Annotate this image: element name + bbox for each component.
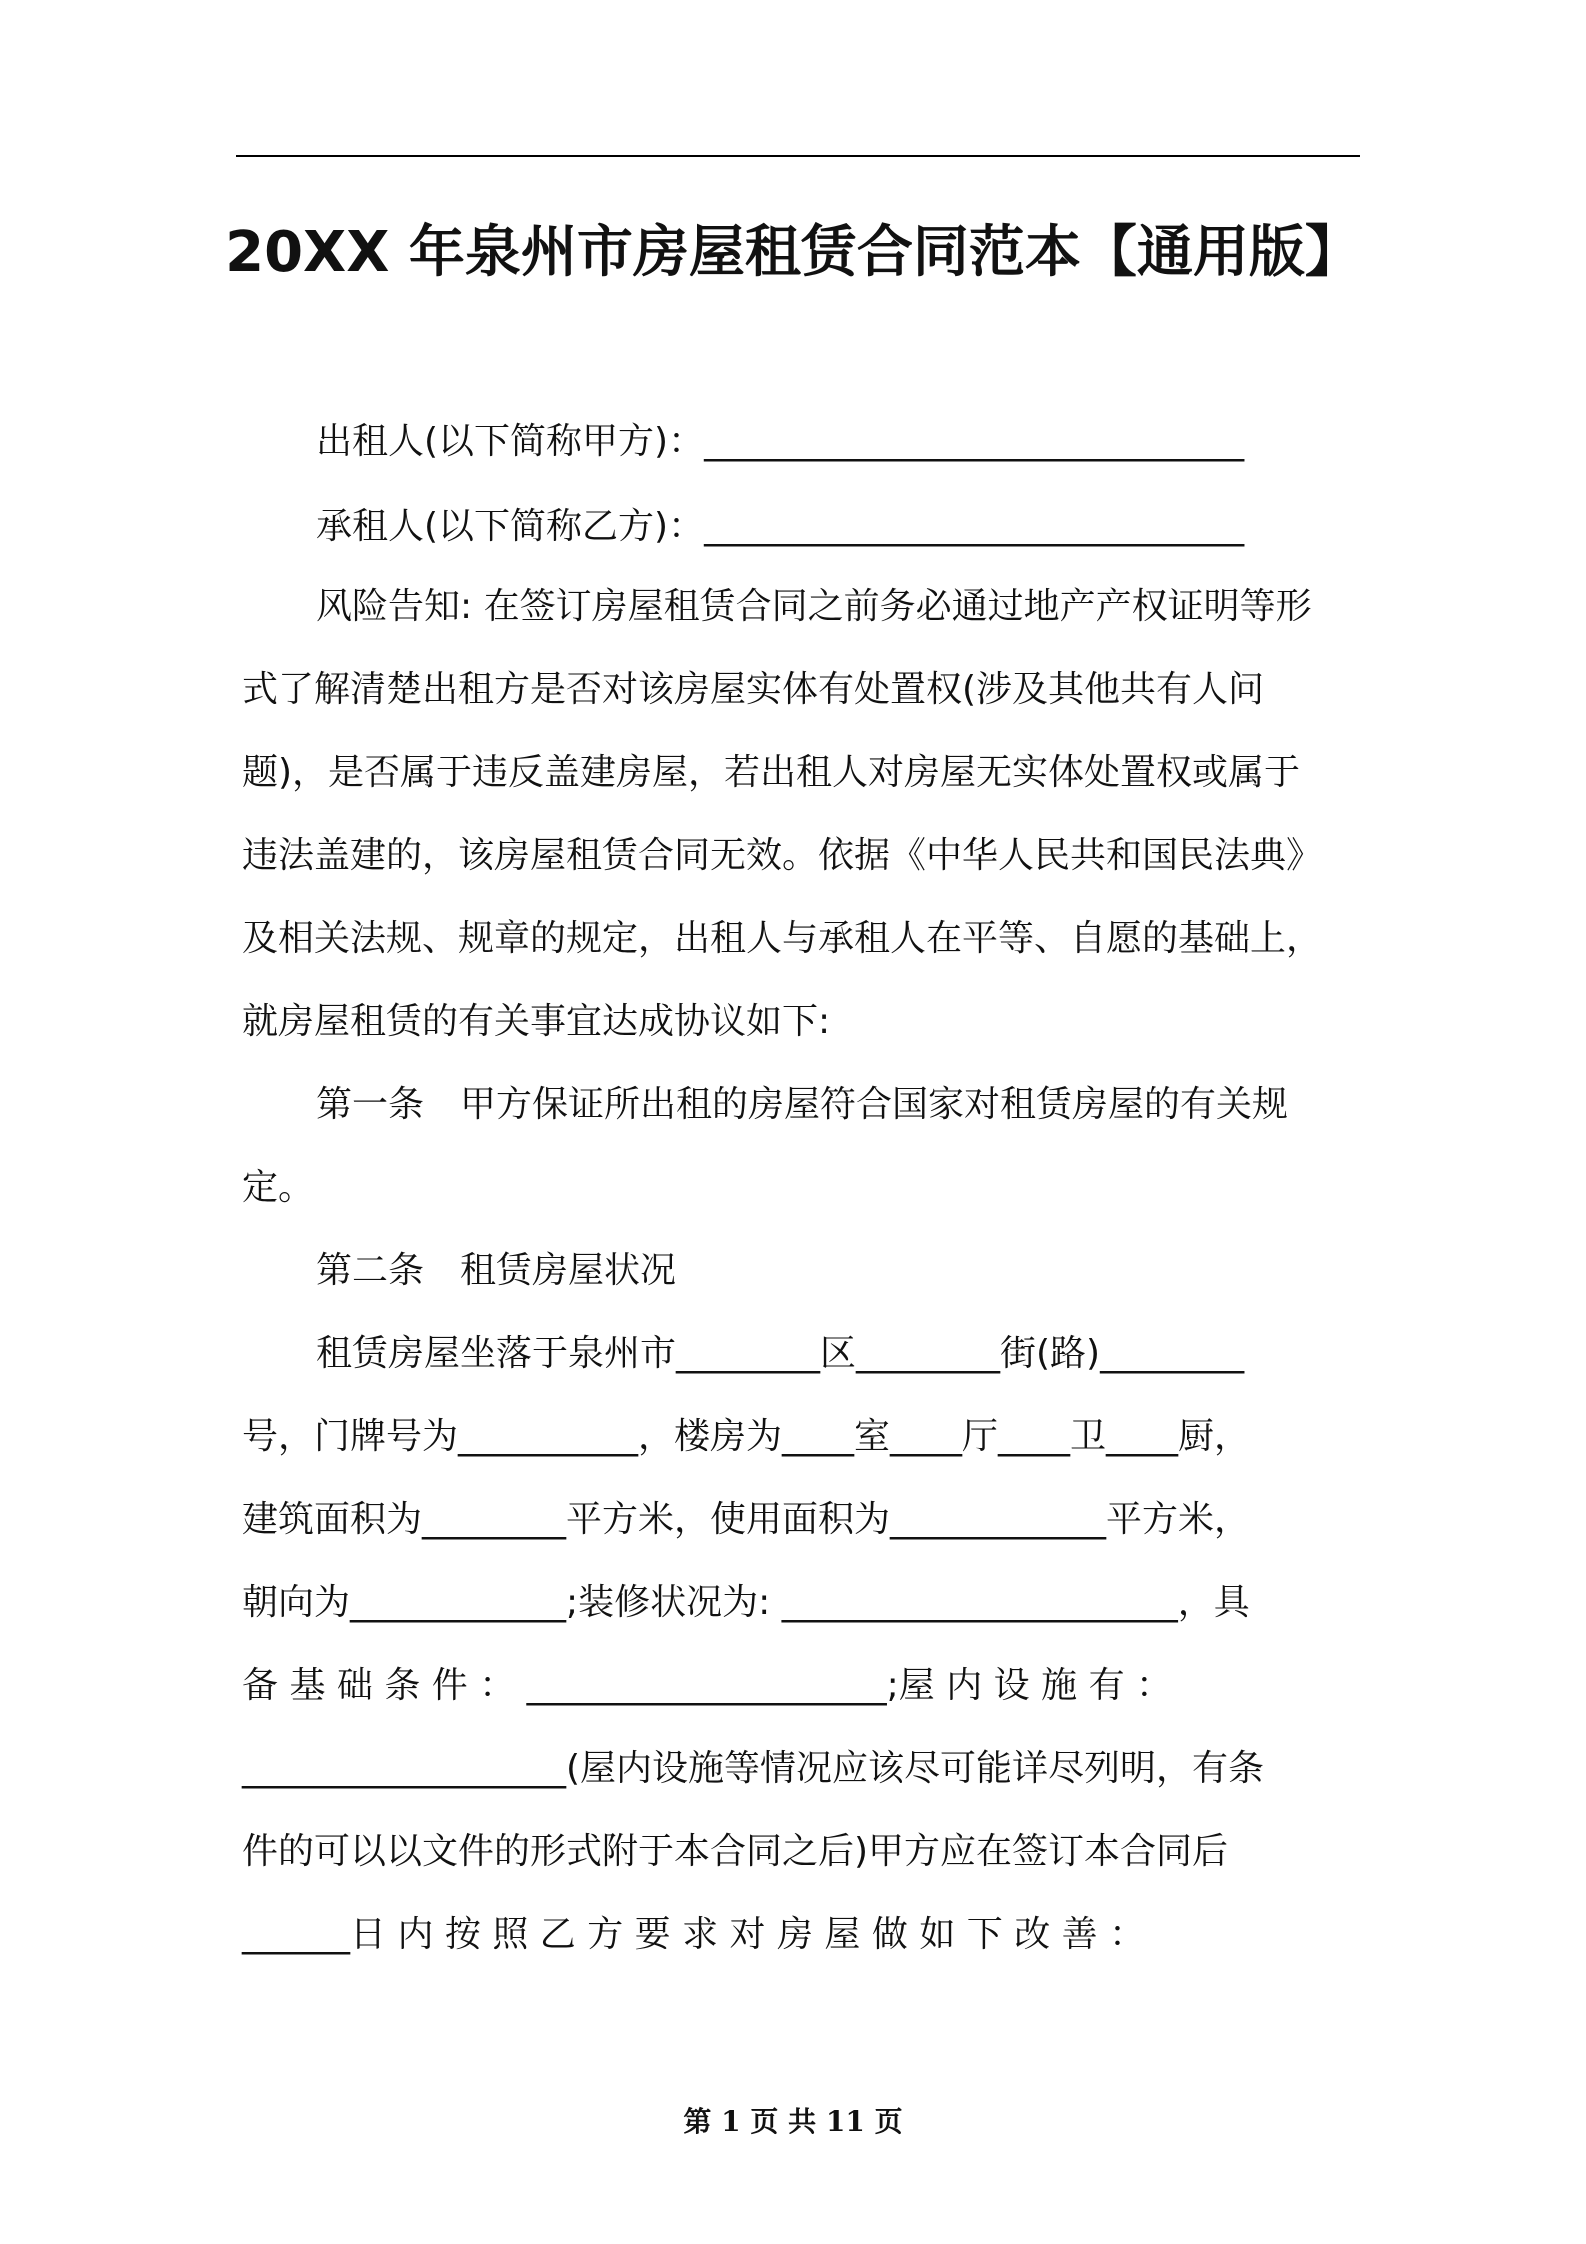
line-text: 就房屋租赁的有关事宜达成协议如下:: [242, 1001, 831, 1042]
line-text: 题)，是否属于违反盖建房屋，若出租人对房屋无实体处置权或属于: [242, 752, 1301, 793]
line-text: 风险告知: 在签订房屋租赁合同之前务必通过地产产权证明等形: [316, 586, 1312, 627]
line-text: 备 基 础 条 件 ： ____________________;屋 内 设 施 有 ：: [242, 1665, 1173, 1706]
line-text: 定。: [242, 1167, 315, 1208]
document-title: 20XX 年泉州市房屋租赁合同范本【通用版】: [225, 220, 1361, 285]
line-text: 朝向为____________;装修状况为: ______________________，具: [242, 1582, 1250, 1623]
line-text: __________________(屋内设施等情况应该尽可能详尽列明，有条: [242, 1748, 1265, 1789]
page-number-footer: 第 1 页 共 11 页: [683, 2105, 903, 2138]
line-text: 第二条 租赁房屋状况: [316, 1250, 677, 1291]
line-text: 建筑面积为________平方米，使用面积为____________平方米，: [242, 1499, 1251, 1540]
line-text: 第一条 甲方保证所出租的房屋符合国家对租赁房屋的有关规: [316, 1084, 1289, 1125]
line-text: 出租人(以下简称甲方)：______________________________: [316, 421, 1245, 462]
line-text: 租赁房屋坐落于泉州市________区________街(路)________: [316, 1333, 1245, 1374]
line-text: ______日 内 按 照 乙 方 要 求 对 房 屋 做 如 下 改 善 ：: [242, 1914, 1146, 1955]
header-rule: [236, 155, 1360, 157]
line-text: 号，门牌号为__________，楼房为____室____厅____卫____厨，: [242, 1416, 1251, 1457]
line-text: 违法盖建的，该房屋租赁合同无效。依据《中华人民共和国民法典》: [242, 835, 1323, 876]
line-text: 件的可以以文件的形式附于本合同之后)甲方应在签订本合同后: [242, 1831, 1229, 1872]
line-text: 式了解清楚出租方是否对该房屋实体有处置权(涉及其他共有人问: [242, 669, 1265, 710]
line-text: 及相关法规、规章的规定，出租人与承租人在平等、自愿的基础上，: [242, 918, 1323, 959]
line-text: 承租人(以下简称乙方)：______________________________: [316, 506, 1245, 547]
